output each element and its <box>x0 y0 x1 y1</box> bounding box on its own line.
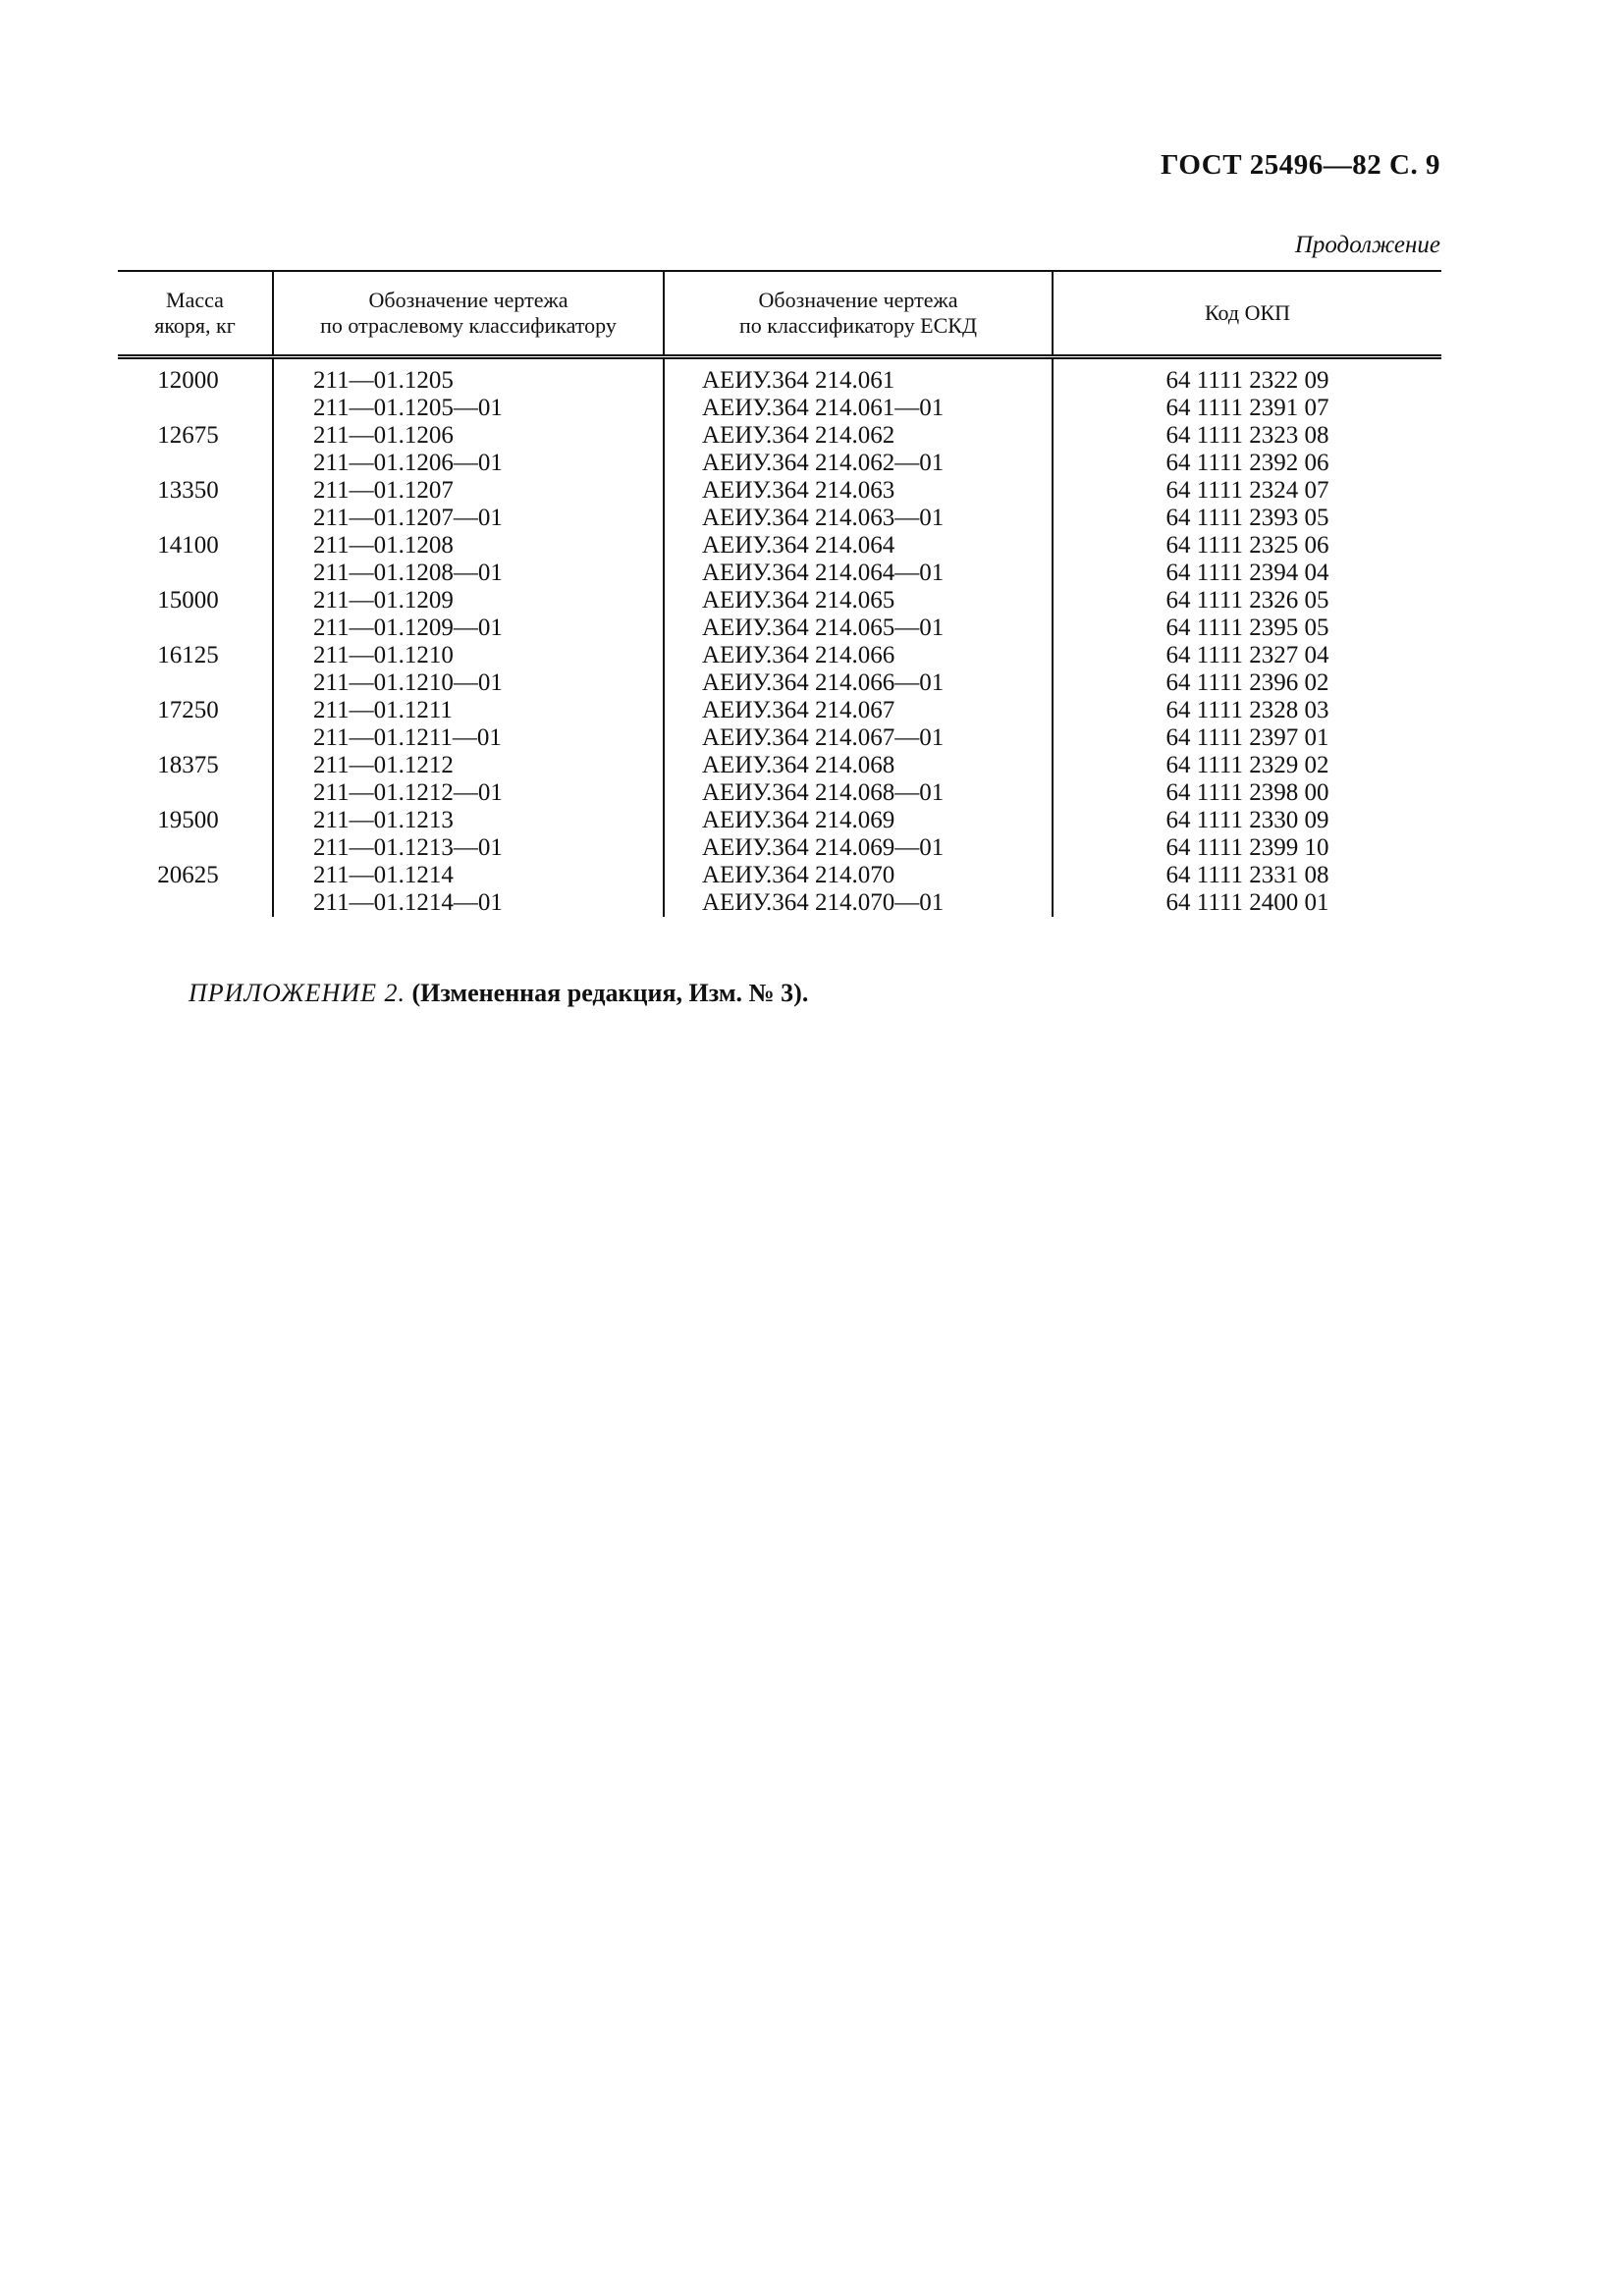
cell-mass: 16125 <box>157 642 219 668</box>
table-row <box>118 642 1441 669</box>
cell-industry-drawing: 211—01.1206—01 <box>273 450 664 477</box>
cell-okp-code: 64 1111 2329 02 <box>1053 752 1441 779</box>
cell-eskd-drawing: АЕИУ.364 214.066—01 <box>664 669 1053 697</box>
cell-industry-drawing: 211—01.1208 <box>273 532 664 560</box>
cell-okp-code: 64 1111 2330 09 <box>1053 807 1441 834</box>
cell-mass: 19500 <box>157 807 219 833</box>
header-line: якоря, кг <box>154 313 236 338</box>
cell-okp-code: 64 1111 2395 05 <box>1053 614 1441 642</box>
table-row <box>118 477 1441 505</box>
table-row <box>118 450 1441 477</box>
table-row <box>118 560 1441 587</box>
table-row <box>118 889 1441 917</box>
cell-industry-drawing: 211—01.1210—01 <box>273 669 664 697</box>
cell-industry-drawing: 211—01.1212 <box>273 752 664 779</box>
cell-okp-code: 64 1111 2327 04 <box>1053 642 1441 669</box>
table-header-row <box>118 271 1441 357</box>
appendix-label: ПРИЛОЖЕНИЕ 2. <box>189 979 406 1007</box>
cell-okp-code: 64 1111 2331 08 <box>1053 862 1441 889</box>
cell-okp-code: 64 1111 2322 09 <box>1053 357 1441 396</box>
cell-okp-code: 64 1111 2391 07 <box>1053 395 1441 422</box>
cell-industry-drawing: 211—01.1214 <box>273 862 664 889</box>
header-line: Обозначение чертежа <box>368 288 568 312</box>
cell-eskd-drawing: АЕИУ.364 214.063 <box>664 477 1053 505</box>
cell-mass <box>118 834 273 862</box>
column-header-okp-code <box>1053 271 1441 357</box>
cell-okp-code: 64 1111 2398 00 <box>1053 779 1441 807</box>
cell-eskd-drawing: АЕИУ.364 214.061 <box>664 357 1053 396</box>
table-row <box>118 357 1441 396</box>
cell-eskd-drawing: АЕИУ.364 214.064 <box>664 532 1053 560</box>
header-line: по классификатору ЕСКД <box>739 313 977 338</box>
header-line: Код ОКП <box>1204 300 1291 325</box>
table-row <box>118 697 1441 724</box>
cell-industry-drawing: 211—01.1205 <box>273 357 664 396</box>
cell-mass <box>118 505 273 532</box>
cell-industry-drawing: 211—01.1211 <box>273 697 664 724</box>
header-line: Масса <box>166 288 224 312</box>
cell-industry-drawing: 211—01.1207—01 <box>273 505 664 532</box>
table-row <box>118 395 1441 422</box>
cell-okp-code: 64 1111 2325 06 <box>1053 532 1441 560</box>
data-table <box>118 270 1441 917</box>
table-row <box>118 422 1441 450</box>
cell-industry-drawing: 211—01.1214—01 <box>273 889 664 917</box>
table-row <box>118 807 1441 834</box>
column-header-mass <box>118 271 273 357</box>
table-row <box>118 505 1441 532</box>
cell-industry-drawing: 211—01.1213—01 <box>273 834 664 862</box>
cell-eskd-drawing: АЕИУ.364 214.067 <box>664 697 1053 724</box>
cell-mass <box>118 724 273 752</box>
table-row <box>118 834 1441 862</box>
table-row <box>118 614 1441 642</box>
cell-mass <box>118 669 273 697</box>
table-row <box>118 669 1441 697</box>
cell-industry-drawing: 211—01.1209 <box>273 587 664 614</box>
cell-okp-code: 64 1111 2323 08 <box>1053 422 1441 450</box>
cell-mass: 20625 <box>157 862 219 888</box>
cell-industry-drawing: 211—01.1206 <box>273 422 664 450</box>
cell-mass: 18375 <box>157 752 219 778</box>
cell-eskd-drawing: АЕИУ.364 214.065—01 <box>664 614 1053 642</box>
table-row <box>118 862 1441 889</box>
cell-okp-code: 64 1111 2393 05 <box>1053 505 1441 532</box>
cell-eskd-drawing: АЕИУ.364 214.069—01 <box>664 834 1053 862</box>
cell-okp-code: 64 1111 2400 01 <box>1053 889 1441 917</box>
cell-industry-drawing: 211—01.1211—01 <box>273 724 664 752</box>
cell-eskd-drawing: АЕИУ.364 214.062—01 <box>664 450 1053 477</box>
table-row <box>118 779 1441 807</box>
cell-okp-code: 64 1111 2399 10 <box>1053 834 1441 862</box>
cell-okp-code: 64 1111 2396 02 <box>1053 669 1441 697</box>
cell-industry-drawing: 211—01.1213 <box>273 807 664 834</box>
cell-eskd-drawing: АЕИУ.364 214.063—01 <box>664 505 1053 532</box>
cell-eskd-drawing: АЕИУ.364 214.068 <box>664 752 1053 779</box>
footer-note <box>189 979 808 1008</box>
cell-eskd-drawing: АЕИУ.364 214.067—01 <box>664 724 1053 752</box>
table-body <box>118 357 1441 918</box>
revision-note: (Измененная редакция, Изм. № 3). <box>411 979 809 1007</box>
cell-mass: 12000 <box>157 367 219 394</box>
cell-mass: 13350 <box>157 477 219 504</box>
cell-mass: 14100 <box>157 532 219 559</box>
cell-industry-drawing: 211—01.1208—01 <box>273 560 664 587</box>
continuation-label: Продолжение <box>1294 232 1440 258</box>
cell-mass: 15000 <box>157 587 219 614</box>
cell-industry-drawing: 211—01.1207 <box>273 477 664 505</box>
column-header-industry-drawing <box>273 271 664 357</box>
cell-mass <box>118 560 273 587</box>
cell-okp-code: 64 1111 2392 06 <box>1053 450 1441 477</box>
cell-eskd-drawing: АЕИУ.364 214.064—01 <box>664 560 1053 587</box>
cell-okp-code: 64 1111 2326 05 <box>1053 587 1441 614</box>
cell-eskd-drawing: АЕИУ.364 214.070 <box>664 862 1053 889</box>
page-header: ГОСТ 25496—82 С. 9 <box>1161 149 1440 181</box>
cell-mass <box>118 889 273 917</box>
cell-eskd-drawing: АЕИУ.364 214.065 <box>664 587 1053 614</box>
column-header-eskd-drawing <box>664 271 1053 357</box>
cell-okp-code: 64 1111 2324 07 <box>1053 477 1441 505</box>
cell-okp-code: 64 1111 2394 04 <box>1053 560 1441 587</box>
cell-eskd-drawing: АЕИУ.364 214.061—01 <box>664 395 1053 422</box>
cell-mass: 17250 <box>157 697 219 723</box>
table-row <box>118 532 1441 560</box>
cell-mass <box>118 450 273 477</box>
header-line: Обозначение чертежа <box>758 288 958 312</box>
cell-eskd-drawing: АЕИУ.364 214.070—01 <box>664 889 1053 917</box>
cell-mass <box>118 779 273 807</box>
cell-okp-code: 64 1111 2328 03 <box>1053 697 1441 724</box>
cell-mass: 12675 <box>157 422 219 449</box>
cell-eskd-drawing: АЕИУ.364 214.068—01 <box>664 779 1053 807</box>
cell-industry-drawing: 211—01.1212—01 <box>273 779 664 807</box>
cell-eskd-drawing: АЕИУ.364 214.069 <box>664 807 1053 834</box>
table-row <box>118 752 1441 779</box>
cell-industry-drawing: 211—01.1210 <box>273 642 664 669</box>
cell-industry-drawing: 211—01.1205—01 <box>273 395 664 422</box>
table-row <box>118 724 1441 752</box>
cell-industry-drawing: 211—01.1209—01 <box>273 614 664 642</box>
header-line: по отраслевому классификатору <box>320 313 617 338</box>
table-row <box>118 587 1441 614</box>
cell-eskd-drawing: АЕИУ.364 214.062 <box>664 422 1053 450</box>
cell-eskd-drawing: АЕИУ.364 214.066 <box>664 642 1053 669</box>
cell-okp-code: 64 1111 2397 01 <box>1053 724 1441 752</box>
cell-mass <box>118 395 273 422</box>
cell-mass <box>118 614 273 642</box>
